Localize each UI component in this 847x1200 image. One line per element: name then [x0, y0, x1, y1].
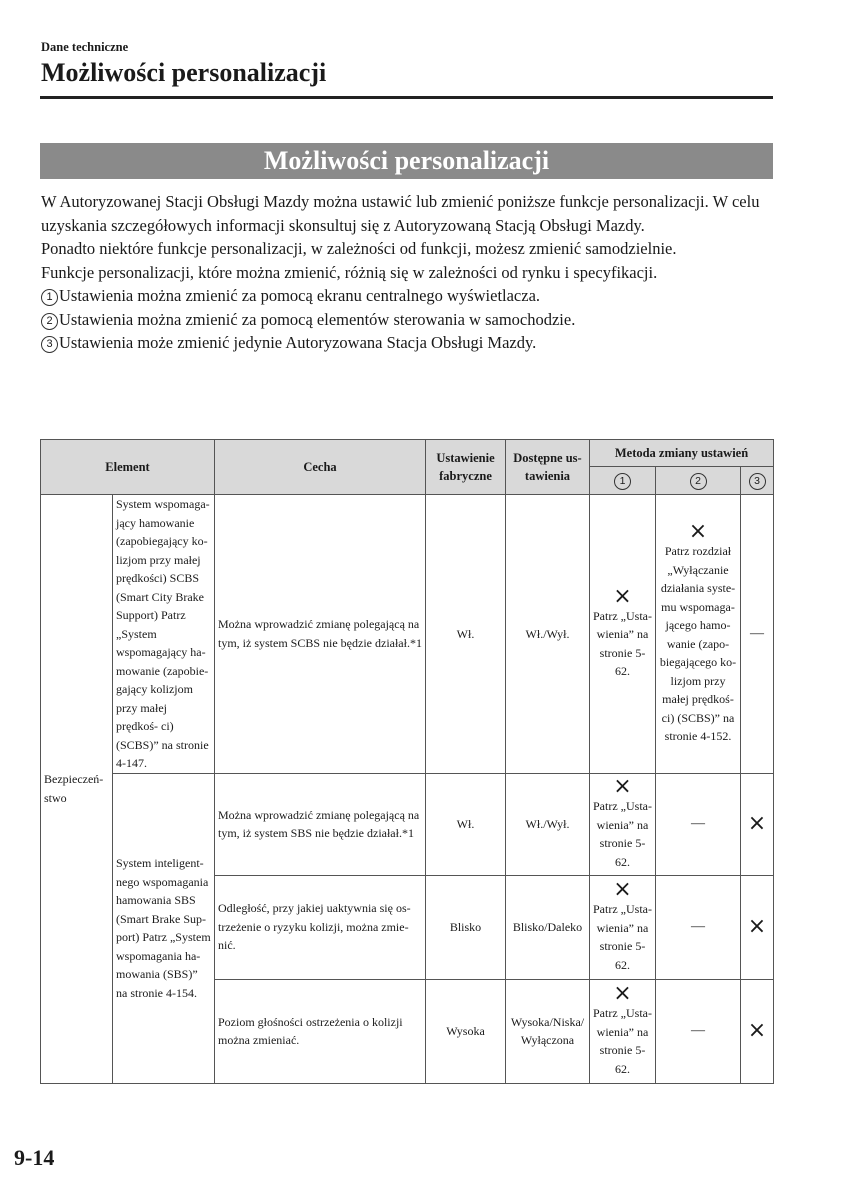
- factory-cell: Wysoka: [426, 979, 506, 1083]
- intro-item-1: [41, 284, 776, 308]
- method-1-ref: Patrz „Usta- wienia” na stronie 5-62.: [593, 902, 652, 972]
- circled-3-icon: 3: [41, 336, 58, 353]
- method-2-cell: [656, 875, 741, 979]
- dash-icon: —: [691, 816, 705, 832]
- intro-text: [41, 190, 776, 355]
- header-feature: Cecha: [215, 440, 426, 495]
- factory-cell: Wł.: [426, 773, 506, 875]
- circled-2-icon: 2: [690, 473, 707, 490]
- method-2-ref: Patrz rozdział „Wyłączanie działania syste- mu wspomaga- jącego hamo- wanie (zapo- biegającego ko- lizjom przy małej prędkoś- ci) (SCBS)” na stronie 4-152.: [659, 544, 737, 743]
- cross-icon: ×: [747, 1018, 767, 1043]
- circled-2-icon: 2: [41, 313, 58, 330]
- header-method-3: [741, 467, 774, 495]
- method-3-cell: [741, 979, 774, 1083]
- circled-3-icon: 3: [749, 473, 766, 490]
- intro-paragraph-2: Ponadto niektóre funkcje personalizacji, w zależności od funkcji, możesz zmienić samodzielnie.: [41, 239, 677, 258]
- dash-icon: —: [691, 919, 705, 935]
- header-rule: [40, 96, 773, 99]
- intro-item-1-text: Ustawienia można zmienić za pomocą ekranu centralnego wyświetlacza.: [59, 286, 541, 305]
- feature-cell: Można wprowadzić zmianę polegającą na tym, iż system SCBS nie będzie działał.*1: [215, 495, 426, 774]
- method-1-cell: [590, 495, 656, 774]
- feature-cell: Można wprowadzić zmianę polegającą na tym, iż system SBS nie będzie działał.*1: [215, 773, 426, 875]
- method-1-cell: [590, 979, 656, 1083]
- dash-icon: —: [750, 626, 765, 641]
- cross-icon: ×: [747, 811, 767, 836]
- method-2-cell: [656, 773, 741, 875]
- method-1-cell: [590, 875, 656, 979]
- page-number: 9-14: [14, 1145, 55, 1170]
- cross-icon: ×: [613, 981, 632, 1006]
- cross-icon: ×: [688, 519, 708, 544]
- feature-cell: Odległość, przy jakiej uaktywnia się os- trzeżenie o ryzyku kolizji, można zmie- nić.: [215, 875, 426, 979]
- intro-paragraph-1: W Autoryzowanej Stacji Obsługi Mazdy można ustawić lub zmienić poniższe funkcje personalizacji. W celu uzyskania szczegółowych informacji skonsultuj się z Autoryzowaną Stacją Obsługi Mazdy.: [41, 192, 760, 235]
- cross-icon: ×: [613, 774, 632, 799]
- method-2-cell: [656, 979, 741, 1083]
- category-cell: Bezpieczeń- stwo: [41, 495, 113, 1084]
- available-cell: Wł./Wył.: [506, 495, 590, 774]
- page-title: Możliwości personalizacji: [41, 58, 327, 87]
- header-available-settings: Dostępne us- tawienia: [506, 440, 590, 495]
- table-row: [41, 495, 774, 774]
- method-1-ref: Patrz „Usta- wienia” na stronie 5-62.: [593, 799, 652, 869]
- intro-item-2: [41, 308, 776, 332]
- factory-cell: Blisko: [426, 875, 506, 979]
- method-1-cell: [590, 773, 656, 875]
- header-change-method: Metoda zmiany ustawień: [590, 440, 774, 467]
- factory-cell: Wł.: [426, 495, 506, 774]
- header-method-2: [656, 467, 741, 495]
- intro-item-3: [41, 331, 776, 355]
- dash-icon: —: [691, 1023, 705, 1039]
- intro-item-3-text: Ustawienia może zmienić jedynie Autoryzowana Stacja Obsługi Mazdy.: [59, 333, 537, 352]
- method-2-cell: [656, 495, 741, 774]
- intro-item-2-text: Ustawienia można zmienić za pomocą elementów sterowania w samochodzie.: [59, 309, 576, 329]
- table-row: [41, 773, 774, 875]
- method-1-ref: Patrz „Usta- wienia” na stronie 5-62.: [593, 1006, 652, 1076]
- circled-1-icon: 1: [41, 289, 58, 306]
- feature-cell: Poziom głośności ostrzeżenia o kolizji można zmieniać.: [215, 979, 426, 1083]
- element-cell-sbs: System inteligent- nego wspomagania hamowania SBS (Smart Brake Sup- port) Patrz „System wspomagania ha- mowania (SBS)” na stronie 4-154.: [113, 773, 215, 1083]
- element-cell-scbs: System wspomaga- jący hamowanie (zapobiegający ko- lizjom przy małej prędkości) SCBS (Smart City Brake Support) Patrz „System wspomagający ha- mowanie (zapobie- gający kolizjom przy małej prędkoś- ci) (SCBS)” na stronie 4-147.: [113, 495, 215, 774]
- method-3-cell: [741, 495, 774, 774]
- method-1-ref: Patrz „Usta- wienia” na stronie 5-62.: [593, 608, 652, 679]
- available-cell: Wysoka/Niska/ Wyłączona: [506, 979, 590, 1083]
- available-cell: Blisko/Daleko: [506, 875, 590, 979]
- personalization-table: [40, 439, 774, 1084]
- available-cell: Wł./Wył.: [506, 773, 590, 875]
- header-method-1: [590, 467, 656, 495]
- header-element: Element: [41, 440, 215, 495]
- header-factory-setting: Ustawienie fabryczne: [426, 440, 506, 495]
- cross-icon: ×: [747, 914, 767, 939]
- method-3-cell: [741, 875, 774, 979]
- section-label: Dane techniczne: [41, 40, 129, 54]
- section-banner: Możliwości personalizacji: [40, 143, 773, 179]
- intro-paragraph-3: Funkcje personalizacji, które można zmienić, różnią się w zależności od rynku i specyfikacji.: [41, 262, 658, 282]
- circled-1-icon: 1: [614, 473, 631, 490]
- method-3-cell: [741, 773, 774, 875]
- cross-icon: ×: [613, 583, 632, 609]
- cross-icon: ×: [613, 877, 632, 902]
